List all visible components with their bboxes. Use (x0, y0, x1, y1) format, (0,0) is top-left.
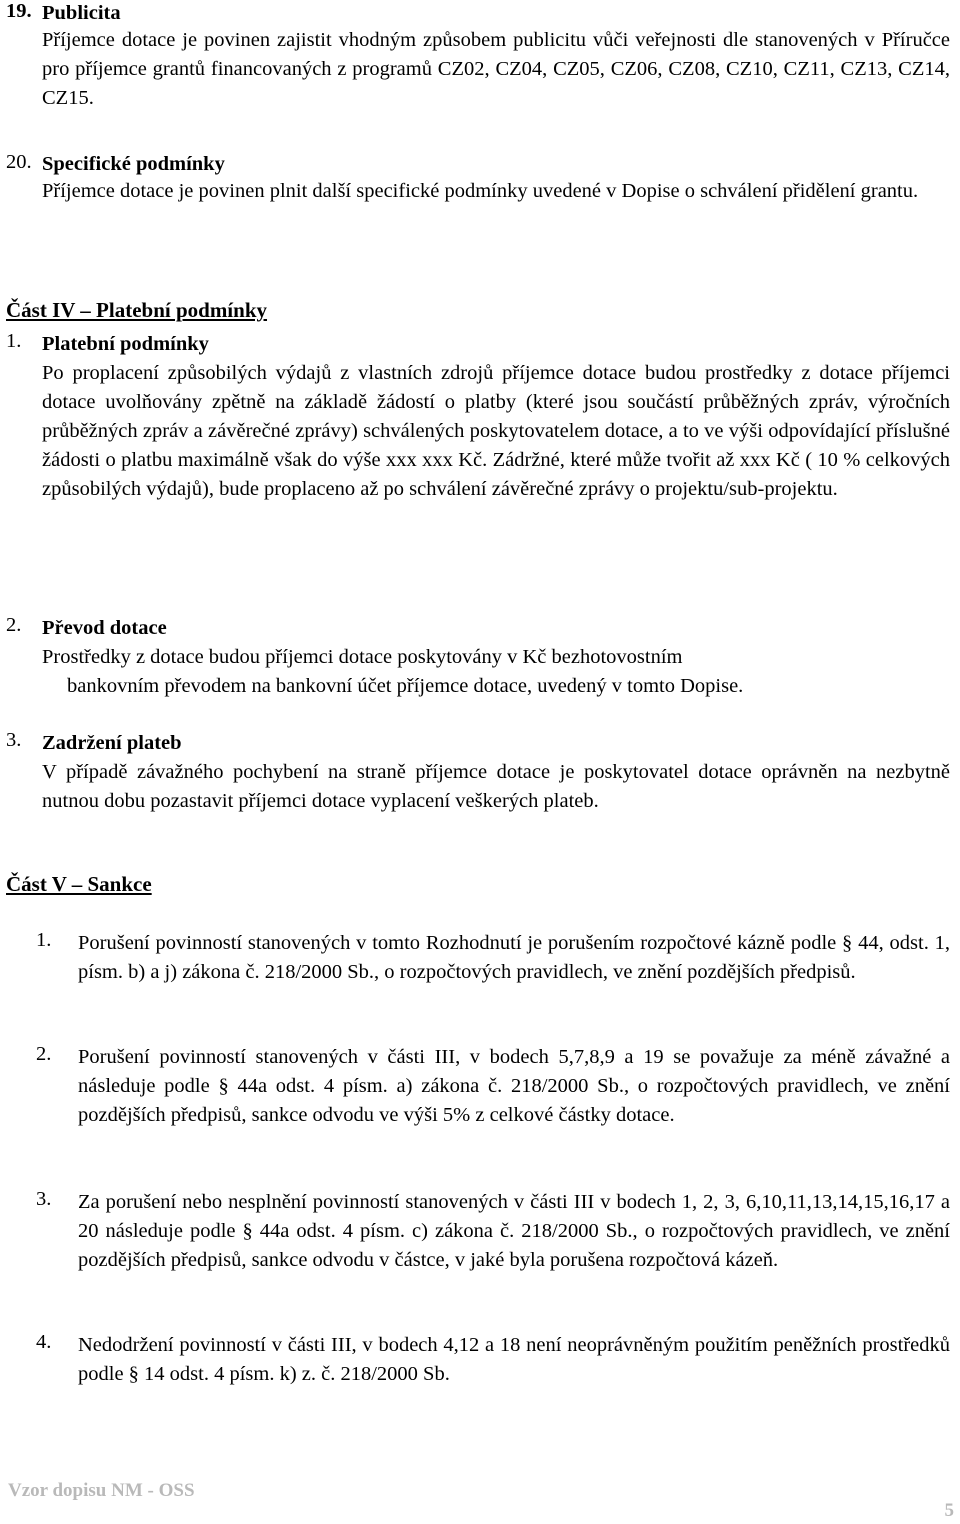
item-title: Zadržení plateb (42, 732, 182, 754)
item-title: Platební podmínky (42, 333, 209, 355)
section-19 (6, 0, 950, 113)
sanction-item-2 (6, 1043, 950, 1130)
retention-text: Zádržné, které může tvořit až xxx Kč ( 10 % celkových způsobilých výdajů), bude proplaceno až po schválení závěrečné zprávy o projektu/sub-projektu. (42, 449, 950, 500)
section-number: 20. (6, 151, 32, 173)
section-title: Publicita (42, 2, 121, 24)
item-number: 4. (36, 1331, 52, 1353)
sanction-item-1 (6, 929, 950, 987)
sanction-item-3 (6, 1188, 950, 1275)
item-number: 2. (36, 1043, 52, 1065)
item-text-line-2: bankovním převodem na bankovní účet příjemce dotace, uvedený v tomto Dopise. (67, 675, 744, 697)
sanction-item-4 (6, 1331, 950, 1389)
item-text: Porušení povinností stanovených v tomto Rozhodnutí je porušením rozpočtové kázně podle § 44, odst. 1, písm. b) a j) zákona č. 218/2000 Sb., o rozpočtových pravidlech, ve znění pozdějších předpisů. (78, 932, 950, 983)
section-20 (6, 151, 950, 206)
section-title: Specifické podmínky (42, 153, 225, 175)
payment-conditions (6, 330, 950, 504)
section-text: Příjemce dotace je povinen plnit další specifické podmínky uvedené v Dopise o schválení přidělení grantu. (42, 180, 919, 202)
item-text: Porušení povinností stanovených v části III, v bodech 5,7,8,9 a 19 se považuje za méně závažné a následuje podle § 44a odst. 4 písm. a) zákona č. 218/2000 Sb., o rozpočtových pravidlech, ve znění pozdějších předpisů, sankce odvodu ve výši 5% z celkové částky dotace. (78, 1046, 950, 1126)
payment-text: Po proplacení způsobilých výdajů z vlastních zdrojů příjemce dotace budou prostředky z dotace příjemci dotace uvolňovány zpětně na základě žádostí o platby (které jsou součástí průběžných zpráv, výročních průběžných zpráv a závěrečné zprávy) schválených poskytovatelem dotace, a to ve výši odpovídající příslušné žádosti o platbu maximálně však do výše xxx xxx Kč. (42, 362, 950, 471)
transfer-of-grant (6, 614, 950, 701)
item-number: 3. (6, 729, 22, 751)
section-text: Příjemce dotace je povinen zajistit vhodným způsobem publicitu vůči veřejnosti dle stanovených v Příručce pro příjemce grantů financovaných z programů CZ02, CZ04, CZ05, CZ06, CZ08, CZ10, CZ11, CZ13, CZ14, CZ15. (42, 29, 950, 109)
item-number: 3. (36, 1188, 52, 1210)
item-text: Za porušení nebo nesplnění povinností stanovených v části III v bodech 1, 2, 3, 6,10,11,13,14,15,16,17 a 20 následuje podle § 44a odst. 4 písm. c) zákona č. 218/2000 Sb., o rozpočtových pravidlech, ve znění pozdějších předpisů, sankce odvodu v částce, v jaké byla porušena rozpočtová kázeň. (78, 1191, 950, 1271)
part-v-heading: Část V – Sankce (6, 872, 152, 896)
item-text: V případě závažného pochybení na straně příjemce dotace je poskytovatel dotace oprávněn na nezbytně nutnou dobu pozastavit příjemci dotace vyplacení veškerých plateb. (42, 761, 950, 812)
item-number: 1. (36, 929, 52, 951)
payment-retention (6, 729, 950, 816)
item-text-line-1: Prostředky z dotace budou příjemci dotace poskytovány v Kč bezhotovostním (42, 646, 683, 668)
item-text (42, 359, 950, 504)
page-number: 5 (944, 1500, 954, 1521)
footer-label: Vzor dopisu NM - OSS (8, 1480, 195, 1501)
item-title: Převod dotace (42, 617, 167, 639)
item-number: 2. (6, 614, 22, 636)
section-number: 19. (6, 0, 32, 22)
item-text: Nedodržení povinností v části III, v bodech 4,12 a 18 není neoprávněným použitím peněžních prostředků podle § 14 odst. 4 písm. k) z. č. 218/2000 Sb. (78, 1334, 950, 1385)
part-iv-heading: Část IV – Platební podmínky (6, 298, 268, 322)
item-number: 1. (6, 330, 22, 352)
